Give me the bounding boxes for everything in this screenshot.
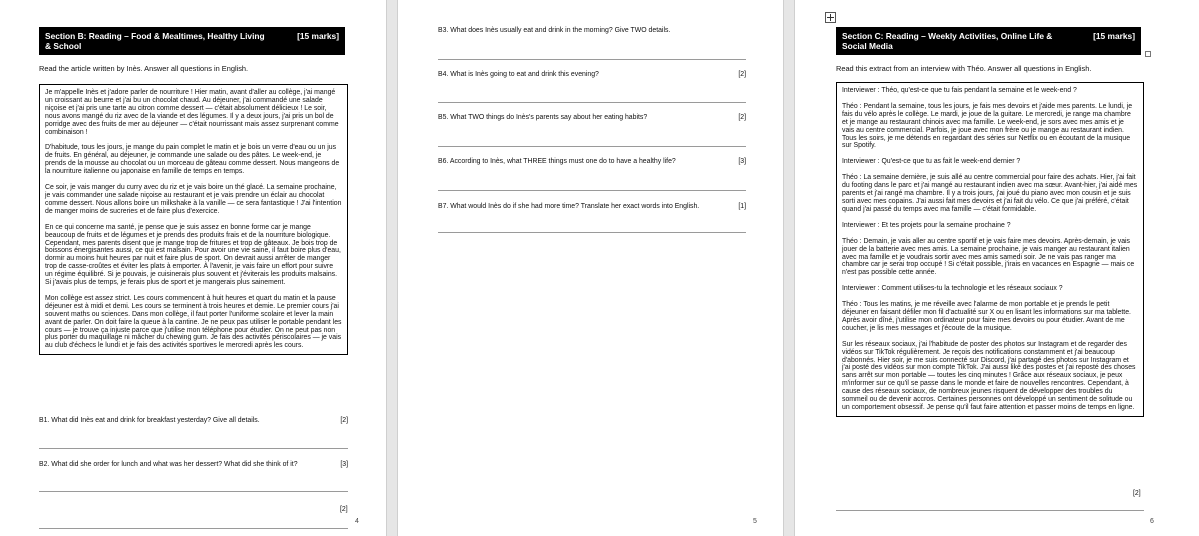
article-paragraph: En ce qui concerne ma santé, je pense que je suis assez en bonne forme car je mange beaucoup de fruits et de légumes et je prends des produits frais et de la nourriture biologique. Cependant, mes parents disent que je mange trop de fritures et trop de gâteaux. Je bois trop de boissons énergisantes aussi, ce qui est malsain. Pour avoir une vie saine, il faut boire plus d'eau, dormir au moins huit heures par nuit et faire plus de sport. On devrait aussi arrêter de manger trop de casse-croûtes et éviter les plats à emporter. À l'avenir, je vais faire un effort pour suivre un régime équilibré. Si je pouvais, je cuisinerais plus souvent et j'éviterais les produits malsains. Si j'avais plus de temps, je ferais plus de sport et je mangerais plus sainement. xyxy=(45,223,341,287)
question-marks: [2] xyxy=(738,71,746,78)
question-text: B5. What TWO things do Inès's parents say about her eating habits? xyxy=(438,114,648,121)
section-c-title: Section C: Reading – Weekly Activities, Online Life & Social Media xyxy=(842,31,1053,51)
answer-line[interactable] xyxy=(438,146,746,147)
table-resize-handle-icon[interactable] xyxy=(1145,51,1151,57)
question-marks: [2] xyxy=(738,114,746,121)
answer-line[interactable] xyxy=(836,510,1144,511)
interview-line: Interviewer : Et tes projets pour la semaine prochaine ? xyxy=(842,221,1011,229)
article-paragraph: Ce soir, je vais manger du curry avec du riz et je vais boire un thé glacé. La semaine prochaine, je vais commander une salade niçoise au restaurant et je vais prendre un éclair au chocolat comme dessert. Nous allons boire un milkshake à la vanille — ce sera fantastique ! J'ai l'intention de manger moins de sucreries et de faire plus d'exercice. xyxy=(45,184,342,215)
question-text: B4. What is Inès going to eat and drink this evening? xyxy=(438,71,599,78)
answer-line[interactable] xyxy=(39,491,348,492)
answer-line[interactable] xyxy=(438,190,746,191)
answer-line[interactable] xyxy=(438,102,746,103)
section-b-title: Section B: Reading – Food & Mealtimes, Healthy Living & School xyxy=(45,31,265,51)
question-b1 xyxy=(39,417,348,425)
interview-line: Théo : Tous les matins, je me réveille avec l'alarme de mon portable et je prends le petit déjeuner en faisant défiler mon fil d'actualité sur X ou en lisant les informations sur ma tablette. Après avoir dîné, j'utilise mon ordinateur pour faire mes devoirs ou pour étudier. Avant de me coucher, je lis mes messages et j'écoute de la musique. xyxy=(842,301,1131,332)
question-b5 xyxy=(438,114,746,122)
question-b3 xyxy=(438,27,746,35)
question-b7 xyxy=(438,203,746,211)
article-paragraph: D'habitude, tous les jours, je mange du pain complet le matin et je bois un verre d'eau ou un jus de fruits. En général, au déjeuner, je commande une salade ou des pâtes. Le week-end, je prends de la mousse au chocolat ou un morceau de gâteau comme dessert. Nous mangeons de la nourriture italienne ou japonaise en famille de temps en temps. xyxy=(45,144,340,176)
page-5 xyxy=(398,0,783,536)
question-b6 xyxy=(438,158,746,166)
interview-line: Théo : Pendant la semaine, tous les jours, je fais mes devoirs et j'aide mes parents. Le lundi, je fais du vélo après le collège. Le mardi, je joue de la guitare. Le mercredi, je range ma chambre et je mange au restaurant chinois avec ma famille. Le week-end, je sors avec mes amis et je vais au centre commercial. Parfois, je joue avec mon frère ou je mange au restaurant indien. Tous les soirs, je me détends en regardant des séries sur Netflix ou en écoutant de la musique sur Spotify. xyxy=(842,102,1133,150)
interview-line: Interviewer : Qu'est-ce que tu as fait le week-end dernier ? xyxy=(842,158,1021,166)
question-text: B3. What does Inès usually eat and drink in the morning? Give TWO details. xyxy=(438,27,671,34)
theo-interview xyxy=(836,82,1144,417)
section-c-instructions: Read this extract from an interview with Théo. Answer all questions in English. xyxy=(836,64,1092,73)
section-c-header xyxy=(836,27,1141,55)
question-marks: [2] xyxy=(340,506,348,513)
table-move-handle-icon[interactable] xyxy=(825,12,836,23)
question-text: B2. What did she order for lunch and what was her dessert? What did she think of it? xyxy=(39,461,298,468)
interview-line: Théo : Demain, je vais aller au centre sportif et je vais faire mes devoirs. Après-demain, je vais jouer de la batterie avec mes amis. La semaine prochaine, je vais manger au restaurant italien avec ma famille et je voudrais sortir avec mes amis samedi soir. Je ne vais pas ranger ma chambre car je serai trop occupé ! Si c'était possible, j'irais en vacances en Espagne — mais ce n'est pas possible cette année. xyxy=(842,237,1135,277)
page-number: 6 xyxy=(1150,518,1154,525)
interview-line: Théo : La semaine dernière, je suis allé au centre commercial pour faire des achats. Hier, j'ai fait du footing dans le parc et j'ai mangé au restaurant indien avec ma sœur. Avant-hier, j'ai aidé mes parents et j'ai rangé ma chambre. Il y a trois jours, j'ai joué du piano avec mon cousin et je suis sorti avec mes copains. J'ai aussi fait mes devoirs et j'ai fait du vélo. Ce que j'ai préféré, c'était quand j'ai passé du temps avec ma famille — c'était formidable. xyxy=(842,174,1138,213)
article-paragraph: Je m'appelle Inès et j'adore parler de nourriture ! Hier matin, avant d'aller au collège, j'ai mangé un croissant au beurre et j'ai bu un chocolat chaud. Au déjeuner, j'ai commandé une salade niçoise et j'ai pris une tarte au citron comme dessert — c'était absolument délicieux ! Le soir, nous avons mangé du riz avec de la viande et des légumes. Il y a deux jours, j'ai pris un bol de porridge avec des fruits de mer au déjeuner — c'était nourrissant mais assez surprenant comme combinaison ! xyxy=(45,89,339,136)
answer-line[interactable] xyxy=(39,448,348,449)
section-b-header xyxy=(39,27,345,55)
interview-line: Sur les réseaux sociaux, j'ai l'habitude de poster des photos sur Instagram et de regarder des vidéos sur TikTok régulièrement. Je reçois des notifications constamment et j'ai beaucoup d'abonnés. Hier soir, je me suis connecté sur Discord, j'ai partagé des photos sur Instagram et j'ai posté des vidéos sur mon compte TikTok. J'ai aussi liké des postes et j'ai reposté des choses sans arrêt sur mon portable — toutes les cinq minutes ! Grâce aux réseaux sociaux, je peux m'informer sur ce qu'il se passe dans le monde et faire de nouvelles rencontres. Cependant, à cause des réseaux sociaux, de nombreux jeunes risquent de développer des troubles du sommeil ou de devenir accros. Certaines personnes ont développé un sentiment de solitude ou un comportement obsessif. Je pense qu'il faut faire attention et passer moins de temps en ligne. xyxy=(842,340,1136,411)
article-paragraph: Mon collège est assez strict. Les cours commencent à huit heures et quart du matin et la pause déjeuner est à midi et demi. Les cours se terminent à trois heures et demie. Le premier cours j'ai souvent maths ou sciences. Dans mon collège, il faut porter l'uniforme scolaire et lever la main avant de parler. On doit faire la queue à la cantine. Je ne peux pas utiliser le portable pendant les cours — je trouve ça injuste parce que j'utilise mon téléphone pour étudier. On ne peut pas non plus porter du maquillage ni mâcher du chewing gum. Je fais des activités périscolaires — je vais au club d'échecs le lundi et je fais des activités sportives le mercredi après les cours. xyxy=(45,294,342,350)
question-marks: [3] xyxy=(738,158,746,165)
answer-line[interactable] xyxy=(438,232,746,233)
question-marks: [2] xyxy=(340,417,348,424)
section-c-marks: [15 marks] xyxy=(1093,31,1135,41)
question-text: B6. According to Inès, what THREE things must one do to have a healthy life? xyxy=(438,158,676,165)
answer-line[interactable] xyxy=(39,528,348,529)
answer-line[interactable] xyxy=(438,59,746,60)
question-marks: [2] xyxy=(1133,490,1141,497)
page-number: 5 xyxy=(753,518,757,525)
question-b2 xyxy=(39,461,348,469)
question-text: B7. What would Inès do if she had more time? Translate her exact words into English. xyxy=(438,203,700,210)
question-b4 xyxy=(438,71,746,79)
section-b-marks: [15 marks] xyxy=(297,31,339,41)
question-marks: [1] xyxy=(738,203,746,210)
page-number: 4 xyxy=(355,518,359,525)
section-b-instructions: Read the article written by Inès. Answer all questions in English. xyxy=(39,64,249,73)
interview-line: Interviewer : Théo, qu'est-ce que tu fais pendant la semaine et le week-end ? xyxy=(842,87,1077,94)
question-marks: [3] xyxy=(340,461,348,468)
page-6 xyxy=(795,0,1199,536)
page-4 xyxy=(0,0,386,536)
question-text: B1. What did Inès eat and drink for breakfast yesterday? Give all details. xyxy=(39,417,260,424)
ines-article xyxy=(39,84,348,355)
interview-line: Interviewer : Comment utilises-tu la technologie et les réseaux sociaux ? xyxy=(842,285,1063,293)
